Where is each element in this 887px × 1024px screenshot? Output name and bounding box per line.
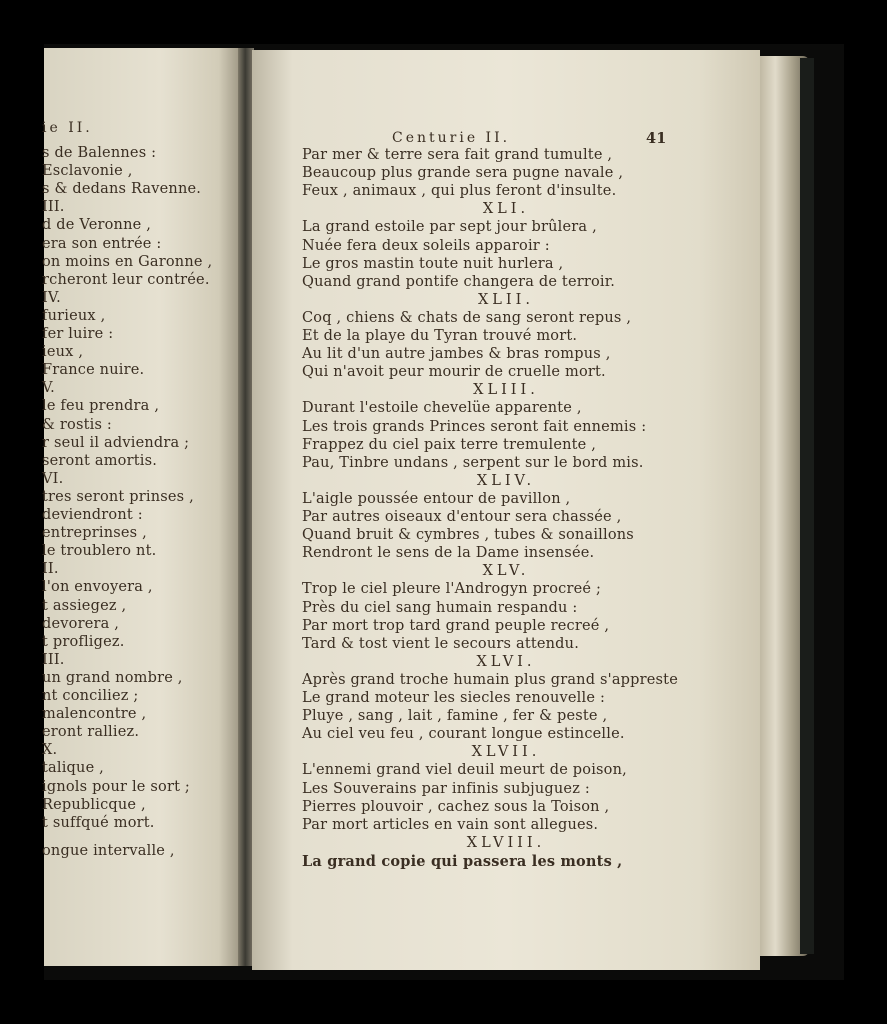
verse-line: Par mort trop tard grand peuple recreé ,: [302, 617, 610, 634]
verse-line: L'ennemi grand viel deuil meurt de poison,: [302, 762, 627, 779]
left-page-line: Esclavonie ,: [42, 163, 133, 180]
left-page-line: malencontre ,: [42, 706, 147, 723]
left-page-line: V.: [42, 380, 55, 397]
left-page-line: s de Balennes :: [42, 145, 157, 161]
verse-line: Frappez du ciel paix terre tremulente ,: [302, 436, 597, 453]
left-page-line: t suffqué mort.: [42, 814, 155, 831]
quatrain-number: XLVI.: [476, 653, 536, 670]
verse-line: Feux , animaux , qui plus feront d'insulte.: [302, 183, 617, 200]
left-page-line: le troublero nt.: [42, 543, 157, 560]
left-page: [44, 48, 238, 966]
verse-line: Au ciel veu feu , courant longue estincelle.: [302, 726, 625, 743]
verse-line: Le gros mastin toute nuit hurlera ,: [302, 255, 564, 272]
verse-line: Le grand moteur les siecles renouvelle :: [302, 690, 606, 706]
verse-line: Tard & tost vient le secours attendu.: [302, 635, 580, 652]
verse-line: Et de la playe du Tyran trouvé mort.: [302, 328, 578, 344]
verse-line: Les trois grands Princes seront fait ennemis :: [302, 418, 647, 435]
quatrain-number: XLIV.: [476, 472, 536, 489]
quatrain-number: XLVIII.: [466, 834, 546, 851]
verse-line: Pau, Tinbre undans , serpent sur le bord mis.: [302, 454, 644, 471]
quatrain-number: XLI.: [482, 201, 530, 218]
left-page-line: talique ,: [42, 760, 104, 777]
left-page-line: devorera ,: [42, 615, 120, 632]
verse-line: Par mort articles en vain sont allegues.: [302, 816, 599, 833]
left-running-header: ie II.: [42, 120, 93, 136]
verse-line: Quand bruit & cymbres , tubes & sonaillons: [302, 527, 634, 544]
left-page-line: t profligez.: [42, 633, 125, 650]
left-page-line: II.: [42, 561, 59, 578]
left-page-line: rcheront leur contrée.: [42, 271, 210, 288]
left-page-line: & rostis :: [42, 416, 113, 433]
verse-line: Pierres plouvoir , cachez sous la Toison ,: [302, 798, 610, 815]
verse-line: Au lit d'un autre jambes & bras rompus ,: [302, 346, 611, 363]
left-page-line: tres seront prinses ,: [42, 488, 194, 505]
verse-line: Quand grand pontife changera de terroir.: [302, 273, 616, 290]
right-page: [252, 50, 760, 970]
left-page-line: ongue intervalle ,: [42, 842, 175, 859]
left-page-line: d de Veronne ,: [42, 217, 152, 234]
verse-line: Par mer & terre sera fait grand tumulte ,: [302, 147, 613, 163]
left-page-line: nt conciliez ;: [42, 688, 139, 704]
left-page-line: entreprinses ,: [42, 525, 147, 542]
verse-line: La grand estoile par sept jour brûlera ,: [302, 219, 597, 236]
left-page-line: III.: [42, 199, 65, 216]
left-page-line: IV.: [42, 289, 61, 306]
verse-line: Coq , chiens & chats de sang seront repus ,: [302, 309, 632, 326]
quatrain-number: XLIII.: [473, 382, 539, 399]
verse-line: Après grand troche humain plus grand s'appreste: [302, 671, 678, 688]
book-cover-edge: [800, 58, 814, 954]
verse-line: Trop le ciel pleure l'Androgyn procreé ;: [302, 581, 602, 598]
verse-line: L'aigle poussée entour de pavillon ,: [302, 490, 571, 507]
left-page-line: VI.: [42, 470, 64, 487]
left-page-line: l'on envoyera ,: [42, 579, 153, 596]
left-page-line: un grand nombre ,: [42, 669, 183, 686]
left-page-line: France nuire.: [42, 362, 145, 379]
page-number: 41: [646, 130, 667, 147]
left-page-line: s & dedans Ravenne.: [42, 181, 202, 198]
verse-line: Nuée fera deux soleils apparoir :: [302, 237, 550, 254]
verse-line: Pluye , sang , lait , famine , fer & peste ,: [302, 708, 608, 725]
left-page-line: X.: [42, 742, 58, 759]
verse-line: Rendront le sens de la Dame insensée.: [302, 545, 595, 562]
left-page-line: seront amortis.: [42, 452, 158, 469]
verse-line: Beaucoup plus grande sera pugne navale ,: [302, 165, 624, 182]
verse-line: Durant l'estoile chevelüe apparente ,: [302, 400, 582, 417]
verse-line: Les Souverains par infinis subjuguez :: [302, 780, 590, 797]
left-page-line: eront ralliez.: [42, 724, 140, 741]
left-page-line: ignols pour le sort ;: [42, 778, 191, 795]
left-page-line: furieux ,: [42, 307, 106, 324]
left-page-line: r seul il adviendra ;: [42, 434, 190, 451]
left-page-line: deviendront :: [42, 507, 143, 523]
left-page-line: on moins en Garonne ,: [42, 253, 213, 270]
left-page-line: fer luire :: [42, 326, 114, 342]
left-page-line: ieux ,: [42, 344, 84, 361]
left-page-line: Republicque ,: [42, 796, 146, 813]
verse-line: Qui n'avoit peur mourir de cruelle mort.: [302, 364, 606, 381]
verse-line: Près du ciel sang humain respandu :: [302, 599, 578, 616]
quatrain-number: XLII.: [477, 291, 535, 308]
left-page-line: le feu prendra ,: [42, 398, 160, 415]
left-page-line: era son entrée :: [42, 235, 162, 252]
verse-line: La grand copie qui passera les monts ,: [302, 852, 623, 870]
quatrain-number: XLVII.: [471, 744, 541, 761]
left-page-line: t assiegez ,: [42, 597, 127, 614]
right-running-header: Centurie II.: [392, 130, 511, 146]
verse-line: Par autres oiseaux d'entour sera chassée ,: [302, 509, 622, 525]
quatrain-number: XLV.: [482, 563, 530, 580]
left-page-line: III.: [42, 651, 65, 668]
